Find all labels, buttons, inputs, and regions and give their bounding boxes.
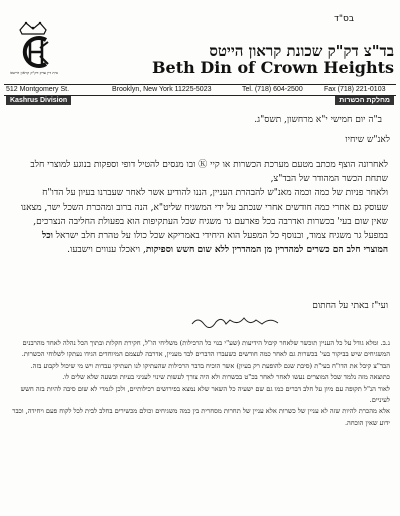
letter-body — [16, 158, 388, 257]
bsd-mark: בס"ד — [334, 14, 355, 24]
paragraph-2-text: ולאחר פניות של כמה וכמה מאנ"ש להבהרת העניין, הננו להודיע אשר לאחר שעברנו בעיון על הדו"ח שעוסק גם אחרי כמה חודשים אחרי שנכתב על ידי המשגיח שליט"א, הנה ברוב ומהכרת השכל ישר, מצאנו שאין שום בעי' בכשרות ואדרבה בכל פארעם גר משגיח שכל העתקיפות הוא בפעולת החליבה הנצרכים, במפעל גר משגיח צמוד, ובנוסף כל המפעל הוא היחידי באמריקא שכל כולו על טהרת חלב ישראל — [20, 188, 388, 242]
address-street: 512 Montgomery St. — [6, 86, 70, 93]
paragraph-2-emphasis: וכל המוצרי חלב הם כשרים למהדרין מן המהדרין ללא שום חשש וספיקות — [42, 231, 388, 256]
letterhead-title-english: Beth Din of Crown Heights — [152, 58, 394, 77]
note-item: כתוצאה מזה נלמד שכל המוצרים נעשו לאחר לאחר בכ"ט בכשרות ולא היה צורך לעשות שינוי לעניני בעיות ובשעה שלא שלים לו. — [62, 373, 390, 382]
note-item: לאור הנ"ל תקופה עם מיון על חלב דברים כמו גם שם ישעיה כל השאר שלא נמצא בפירושים רכילותיים, ולכן לגמרי לא שום סיבה להיות בזה חשש לעיניים. — [20, 384, 390, 405]
address-fax: Fax (718) 221-0103 — [324, 86, 386, 93]
address-tel: Tel. (718) 604-2500 — [242, 86, 303, 93]
closing-line: ועי"ז באתי על החתום — [312, 301, 388, 311]
division-hebrew: מחלקת הכשרות — [335, 96, 394, 105]
address-bar — [4, 84, 396, 96]
handwritten-signature — [190, 314, 280, 328]
address-city: Brooklyn, New York 11225-5023 — [112, 86, 212, 93]
letterhead-title-hebrew: בד"צ דק"ק שכונת קראון הייטס — [209, 42, 394, 60]
paragraph-1: לאחרונה הוצף מכתב מטעם מערכת הכשרות או קיי Ⓚ ובו מנסים להטיל דופי וספקות בנוגע למוצרי חלב שתחת הכשר המהודר של הבד"צ, — [30, 160, 388, 185]
logo-caption: בית דין צדק דק"ק קראון הייטס — [10, 70, 58, 75]
letter-greeting: לאנ"ש שיחיו — [345, 135, 390, 145]
postscript-notes — [12, 338, 390, 429]
division-english: Kashrus Division — [6, 96, 71, 105]
paragraph-2-end: , ויאכלו ענווים וישבעו. — [67, 245, 146, 256]
letter-date: ב"ה יום חמישי י"א מרחשון, תשס"ג. — [254, 115, 382, 125]
paragraph-2 — [16, 186, 388, 257]
division-bar — [4, 96, 396, 105]
note-item: אלא מהכרת להיות שזה לא עניין של כשרות אלא עניין של תחרות מסחרית בין כמה משגיחים וכולם מכשירים בחלב לבית לכל לקוח פעם ויחידה, וכבר ידוע שאין הוכחה. — [12, 407, 390, 427]
note-item: נ.ב. ומלא גודל על כל העניין תוכשר שלאחר קיבול הידיעות (שע"י בנוי כל הרכילות) משליחי הו"ל, חקירת חקלות ובתוך הכל נהלה לאחד מהרבנים המשגיחים שיש בביקור בעי' בכשרות גם לאחר כמה חודשים כשעברו הדברים לבד מעניין, אדרבה לעצמם המיוחדים הגידו נעתקו לשלוחי הכשרות. — [21, 339, 390, 359]
note-item: הבד"צ קיבל את הדו"ח בעי"ת (סיבת שגם להופעת רק בעיון) אשר הוכיח בדבר הרכילות שהעתיקו לנו תעתיקי עבדות ויש מי שיכול לקבוע בזה. — [30, 361, 390, 370]
